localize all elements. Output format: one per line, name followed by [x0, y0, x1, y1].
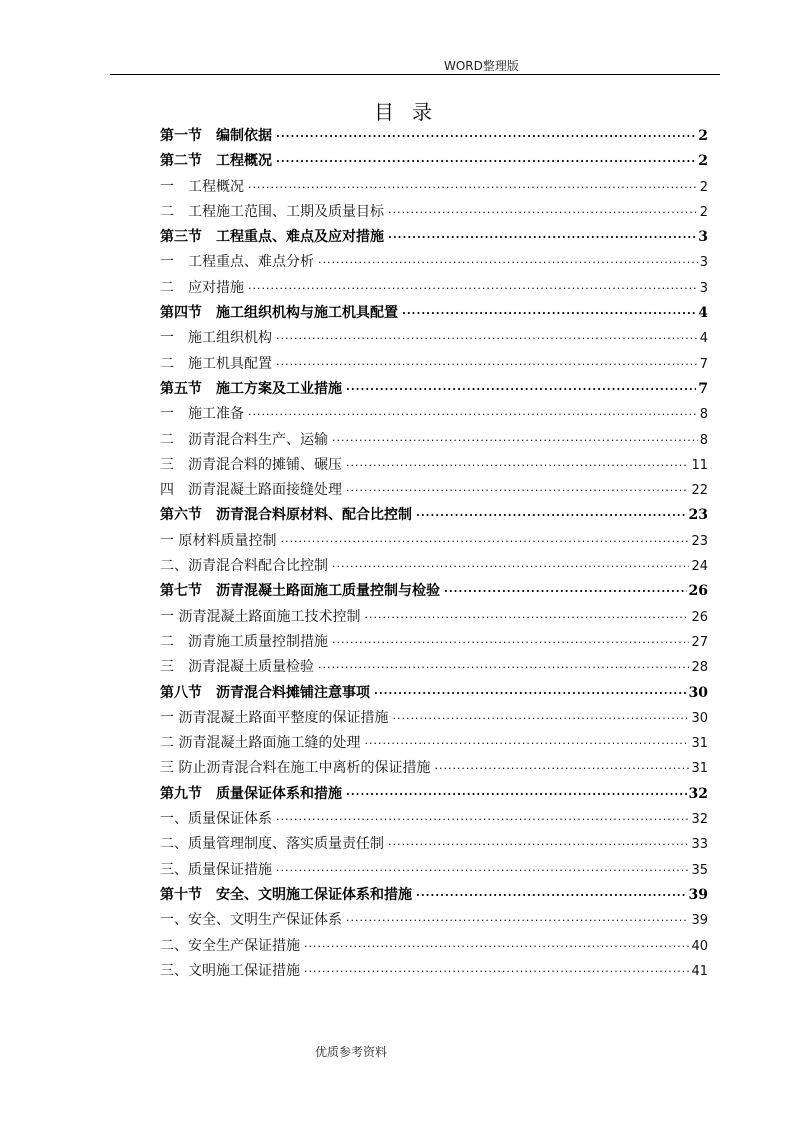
table-of-contents — [160, 124, 708, 984]
toc-entry-label: 一、安全、文明生产保证体系 — [160, 912, 342, 929]
toc-dot-leader — [304, 959, 689, 984]
toc-entry-label: 二 沥青混凝土路面施工缝的处理 — [160, 735, 361, 752]
toc-title: 目录 — [374, 100, 450, 124]
toc-dot-leader — [444, 579, 687, 604]
toc-entry-page-number: 26 — [691, 609, 708, 625]
toc-subsection-entry[interactable] — [160, 200, 708, 225]
toc-entry-page-number: 26 — [688, 583, 708, 600]
toc-entry-page-number: 22 — [691, 483, 708, 499]
toc-entry-label: 二、安全生产保证措施 — [160, 937, 300, 954]
toc-entry-label: 一 工程概况 — [160, 178, 244, 195]
toc-subsection-entry[interactable] — [160, 706, 708, 731]
toc-entry-label: 第七节 沥青混凝土路面施工质量控制与检验 — [160, 583, 440, 600]
toc-subsection-entry[interactable] — [160, 529, 708, 554]
page-footer-text: 优质参考资料 — [315, 1045, 388, 1059]
toc-entry-label: 第一节 编制依据 — [160, 128, 272, 144]
toc-entry-page-number: 4 — [699, 331, 708, 347]
toc-dot-leader — [346, 377, 696, 402]
toc-dot-leader — [332, 554, 689, 579]
toc-entry-page-number: 11 — [691, 457, 708, 473]
toc-entry-label: 三、文明施工保证措施 — [160, 962, 300, 979]
toc-dot-leader — [346, 478, 689, 503]
toc-dot-leader — [416, 503, 687, 528]
toc-entry-label: 三 沥青混凝土质量检验 — [160, 659, 314, 676]
toc-entry-page-number: 33 — [691, 837, 708, 853]
toc-dot-leader — [332, 428, 698, 453]
toc-section-entry[interactable] — [160, 681, 708, 706]
toc-entry-label: 三 防止沥青混合料在施工中离析的保证措施 — [160, 760, 431, 777]
toc-dot-leader — [346, 908, 689, 933]
toc-entry-label: 四 沥青混凝土路面接缝处理 — [160, 482, 342, 499]
toc-dot-leader — [364, 605, 689, 630]
toc-entry-page-number: 2 — [698, 153, 708, 170]
toc-dot-leader — [276, 149, 696, 174]
toc-entry-label: 一、质量保证体系 — [160, 811, 272, 828]
toc-entry-page-number: 3 — [699, 280, 708, 296]
toc-entry-page-number: 7 — [698, 380, 708, 397]
toc-entry-page-number: 2 — [698, 128, 708, 144]
toc-dot-leader — [248, 402, 698, 427]
toc-subsection-entry[interactable] — [160, 858, 708, 883]
toc-dot-leader — [346, 453, 689, 478]
toc-entry-label: 三、质量保证措施 — [160, 861, 272, 878]
toc-subsection-entry[interactable] — [160, 832, 708, 857]
toc-section-entry[interactable] — [160, 124, 708, 149]
toc-dot-leader — [248, 276, 698, 301]
toc-subsection-entry[interactable] — [160, 908, 708, 933]
toc-subsection-entry[interactable] — [160, 250, 708, 275]
toc-dot-leader — [402, 301, 696, 326]
toc-entry-label: 第五节 施工方案及工业措施 — [160, 380, 342, 397]
toc-subsection-entry[interactable] — [160, 959, 708, 984]
toc-entry-label: 第八节 沥青混合料摊铺注意事项 — [160, 684, 370, 701]
toc-subsection-entry[interactable] — [160, 326, 708, 351]
toc-subsection-entry[interactable] — [160, 731, 708, 756]
toc-dot-leader — [388, 200, 698, 225]
toc-dot-leader — [276, 858, 689, 883]
toc-dot-leader — [304, 934, 689, 959]
toc-entry-page-number: 2 — [699, 204, 708, 220]
toc-entry-label: 第四节 施工组织机构与施工机具配置 — [160, 305, 398, 322]
toc-entry-page-number: 30 — [688, 684, 708, 701]
toc-entry-label: 一 原材料质量控制 — [160, 532, 277, 549]
toc-dot-leader — [248, 175, 698, 200]
toc-dot-leader — [374, 681, 687, 706]
toc-entry-label: 一 施工准备 — [160, 406, 244, 423]
toc-section-entry[interactable] — [160, 579, 708, 604]
toc-subsection-entry[interactable] — [160, 478, 708, 503]
toc-entry-label: 第六节 沥青混合料原材料、配合比控制 — [160, 507, 412, 524]
toc-dot-leader — [276, 326, 698, 351]
toc-entry-page-number: 28 — [691, 660, 708, 676]
toc-entry-page-number: 31 — [691, 736, 708, 752]
toc-entry-label: 一 施工组织机构 — [160, 330, 272, 347]
toc-section-entry[interactable] — [160, 377, 708, 402]
toc-dot-leader — [346, 782, 687, 807]
toc-dot-leader — [392, 706, 689, 731]
toc-entry-label: 一 工程重点、难点分析 — [160, 254, 314, 271]
toc-entry-label: 二、沥青混合料配合比控制 — [160, 558, 328, 575]
toc-dot-leader — [276, 807, 689, 832]
toc-entry-page-number: 41 — [691, 963, 708, 979]
toc-entry-page-number: 7 — [699, 356, 708, 372]
toc-entry-page-number: 3 — [699, 255, 708, 271]
toc-dot-leader — [276, 352, 698, 377]
toc-subsection-entry[interactable] — [160, 453, 708, 478]
toc-subsection-entry[interactable] — [160, 605, 708, 630]
toc-dot-leader — [318, 655, 689, 680]
toc-dot-leader — [364, 731, 689, 756]
toc-entry-page-number: 35 — [691, 862, 708, 878]
toc-entry-page-number: 4 — [698, 305, 708, 322]
toc-entry-page-number: 31 — [691, 761, 708, 777]
toc-entry-label: 二、质量管理制度、落实质量责任制 — [160, 836, 384, 853]
toc-entry-page-number: 39 — [688, 886, 708, 903]
toc-entry-label: 第九节 质量保证体系和措施 — [160, 785, 342, 802]
toc-entry-label: 第三节 工程重点、难点及应对措施 — [160, 229, 384, 246]
toc-entry-page-number: 8 — [699, 432, 708, 448]
toc-dot-leader — [416, 883, 687, 908]
toc-entry-page-number: 23 — [691, 533, 708, 549]
toc-entry-page-number: 30 — [691, 710, 708, 726]
toc-entry-page-number: 32 — [688, 785, 708, 802]
toc-dot-leader — [388, 832, 689, 857]
page-header-rule — [110, 54, 720, 75]
toc-subsection-entry[interactable] — [160, 807, 708, 832]
toc-entry-page-number: 40 — [691, 938, 708, 954]
toc-entry-page-number: 27 — [691, 634, 708, 650]
toc-entry-page-number: 8 — [699, 407, 708, 423]
toc-entry-page-number: 3 — [698, 229, 708, 246]
toc-entry-page-number: 24 — [691, 559, 708, 575]
toc-dot-leader — [276, 124, 696, 149]
toc-dot-leader — [318, 250, 698, 275]
toc-subsection-entry[interactable] — [160, 756, 708, 781]
toc-dot-leader — [434, 756, 689, 781]
toc-subsection-entry[interactable] — [160, 276, 708, 301]
toc-entry-page-number: 39 — [691, 913, 708, 929]
toc-dot-leader — [280, 529, 689, 554]
toc-dot-leader — [388, 225, 696, 250]
toc-entry-label: 三 沥青混合料的摊铺、碾压 — [160, 456, 342, 473]
toc-section-entry[interactable] — [160, 149, 708, 174]
toc-subsection-entry[interactable] — [160, 934, 708, 959]
toc-entry-label: 二 工程施工范围、工期及质量目标 — [160, 203, 384, 220]
toc-entry-label: 二 应对措施 — [160, 279, 244, 296]
toc-subsection-entry[interactable] — [160, 630, 708, 655]
toc-subsection-entry[interactable] — [160, 402, 708, 427]
toc-section-entry[interactable] — [160, 225, 708, 250]
toc-section-entry[interactable] — [160, 301, 708, 326]
toc-entry-label: 二 沥青施工质量控制措施 — [160, 633, 328, 650]
toc-entry-page-number: 2 — [699, 179, 708, 195]
toc-subsection-entry[interactable] — [160, 554, 708, 579]
toc-subsection-entry[interactable] — [160, 352, 708, 377]
toc-entry-page-number: 23 — [688, 507, 708, 524]
page-header-text: WORD整理版 — [444, 59, 519, 73]
toc-subsection-entry[interactable] — [160, 428, 708, 453]
toc-section-entry[interactable] — [160, 782, 708, 807]
toc-subsection-entry[interactable] — [160, 175, 708, 200]
toc-dot-leader — [332, 630, 689, 655]
toc-section-entry[interactable] — [160, 503, 708, 528]
toc-entry-label: 二 沥青混合料生产、运输 — [160, 431, 328, 448]
toc-entry-label: 一 沥青混凝土路面施工技术控制 — [160, 608, 361, 625]
toc-entry-label: 第二节 工程概况 — [160, 153, 272, 170]
toc-entry-label: 一 沥青混凝土路面平整度的保证措施 — [160, 709, 389, 726]
toc-entry-label: 二 施工机具配置 — [160, 355, 272, 372]
toc-section-entry[interactable] — [160, 883, 708, 908]
toc-entry-page-number: 32 — [691, 812, 708, 828]
toc-entry-label: 第十节 安全、文明施工保证体系和措施 — [160, 886, 412, 903]
toc-subsection-entry[interactable] — [160, 655, 708, 680]
